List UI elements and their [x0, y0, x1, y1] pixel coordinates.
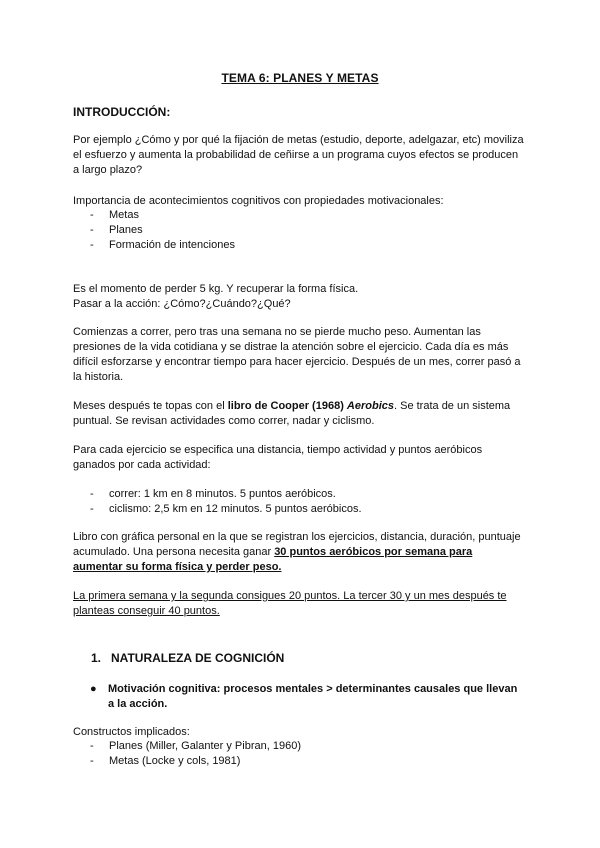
- section-heading: [91, 651, 284, 666]
- list-item-text: Metas (Locke y cols, 1981): [109, 755, 241, 767]
- section-number: 1.: [91, 651, 102, 665]
- bullet-text: [108, 682, 530, 712]
- graph-book-paragraph: [73, 530, 528, 575]
- text-line: Motivación cognitiva: procesos mentales > determinantes causales que llevan: [108, 683, 518, 695]
- list-item: [73, 238, 235, 253]
- intro-paragraph: [73, 133, 528, 178]
- text-line: [73, 399, 528, 414]
- list-item: [73, 487, 362, 502]
- text-line: presiones de la vida cotidiana y se distrae la atención sobre el ejercicio. Cada día es más: [73, 341, 509, 353]
- dash-marker: -: [90, 224, 94, 236]
- dash-marker: -: [90, 503, 94, 515]
- text-line: el esfuerzo y aumenta la probabilidad de ceñirse a un programa cuyos efectos se producen: [73, 149, 519, 161]
- text-line: Pasar a la acción: ¿Cómo?¿Cuándo?¿Qué?: [73, 298, 291, 310]
- bullet-item: [90, 682, 530, 712]
- text-line: la historia.: [73, 371, 124, 383]
- text-line: Comienzas a correr, pero tras una semana no se pierde mucho peso. Aumentan las: [73, 326, 481, 338]
- text-segment: . Se trata de un sistema: [394, 400, 511, 412]
- weight-loss-paragraph: [73, 282, 528, 312]
- list-item-text: Formación de intenciones: [109, 239, 235, 251]
- dash-marker: -: [90, 239, 94, 251]
- bullet-dot-icon: ●: [90, 683, 97, 695]
- list-item: [73, 739, 301, 754]
- points-progress-paragraph: [73, 589, 528, 619]
- intro-heading: INTRODUCCIÓN:: [73, 105, 171, 119]
- dash-marker: -: [90, 740, 94, 752]
- constructs-paragraph: Constructos implicados:: [73, 726, 190, 738]
- list-item-text: Metas: [109, 209, 139, 221]
- text-line: ganados por cada actividad:: [73, 459, 211, 471]
- text-line: difícil esforzarse y encontrar tiempo para hacer ejercicio. Después de un mes, correr pasó a: [73, 356, 521, 368]
- text-line: a la acción.: [108, 698, 168, 710]
- text-segment: Meses después te topas con el: [73, 400, 228, 412]
- text-line: Libro con gráfica personal en la que se registran los ejercicios, distancia, duración, puntuaje: [73, 531, 521, 543]
- text-line: a largo plazo?: [73, 164, 143, 176]
- page-title: TEMA 6: PLANES Y METAS: [221, 71, 379, 85]
- section-title: NATURALEZA DE COGNICIÓN: [111, 651, 285, 665]
- list-item: [73, 754, 301, 769]
- emphasis-text: aumentar su forma física y perder peso.: [73, 561, 282, 573]
- list-item: [73, 208, 235, 223]
- list-item-text: Planes (Miller, Galanter y Pibran, 1960): [109, 740, 301, 752]
- text-line: puntual. Se revisan actividades como correr, nadar y ciclismo.: [73, 415, 375, 427]
- text-line: [73, 560, 528, 575]
- exercise-spec-paragraph: [73, 443, 528, 473]
- text-line: [73, 545, 528, 560]
- list-item-text: Planes: [109, 224, 143, 236]
- cooper-paragraph: [73, 399, 528, 429]
- text-line: Por ejemplo ¿Cómo y por qué la fijación de metas (estudio, deporte, adelgazar, etc) moviliza: [73, 134, 524, 146]
- dash-marker: -: [90, 755, 94, 767]
- running-paragraph: [73, 325, 528, 385]
- text-segment: acumulado. Una persona necesita ganar: [73, 546, 275, 558]
- emphasis-text: 30 puntos aeróbicos por semana para: [274, 546, 473, 558]
- list-item: [73, 223, 235, 238]
- list-item: [73, 502, 362, 517]
- text-line: La primera semana y la segunda consigues 20 puntos. La tercer 30 y un mes después te: [73, 590, 507, 602]
- dash-marker: -: [90, 209, 94, 221]
- cognitive-events-list: [73, 208, 235, 253]
- text-line: Es el momento de perder 5 kg. Y recuperar la forma física.: [73, 283, 359, 295]
- text-line: planteas conseguir 40 puntos.: [73, 605, 220, 617]
- dash-marker: -: [90, 488, 94, 500]
- book-title: Aerobics: [346, 400, 394, 412]
- list-item-text: ciclismo: 2,5 km en 12 minutos. 5 puntos aeróbicos.: [109, 503, 362, 515]
- cognitive-events-paragraph: Importancia de acontecimientos cognitivos con propiedades motivacionales:: [73, 195, 444, 207]
- text-line: Para cada ejercicio se especifica una distancia, tiempo actividad y puntos aeróbicos: [73, 444, 483, 456]
- constructs-list: [73, 739, 301, 769]
- book-reference: libro de Cooper (1968): [227, 400, 347, 412]
- exercise-list: [73, 487, 362, 517]
- list-item-text: correr: 1 km en 8 minutos. 5 puntos aeróbicos.: [109, 488, 336, 500]
